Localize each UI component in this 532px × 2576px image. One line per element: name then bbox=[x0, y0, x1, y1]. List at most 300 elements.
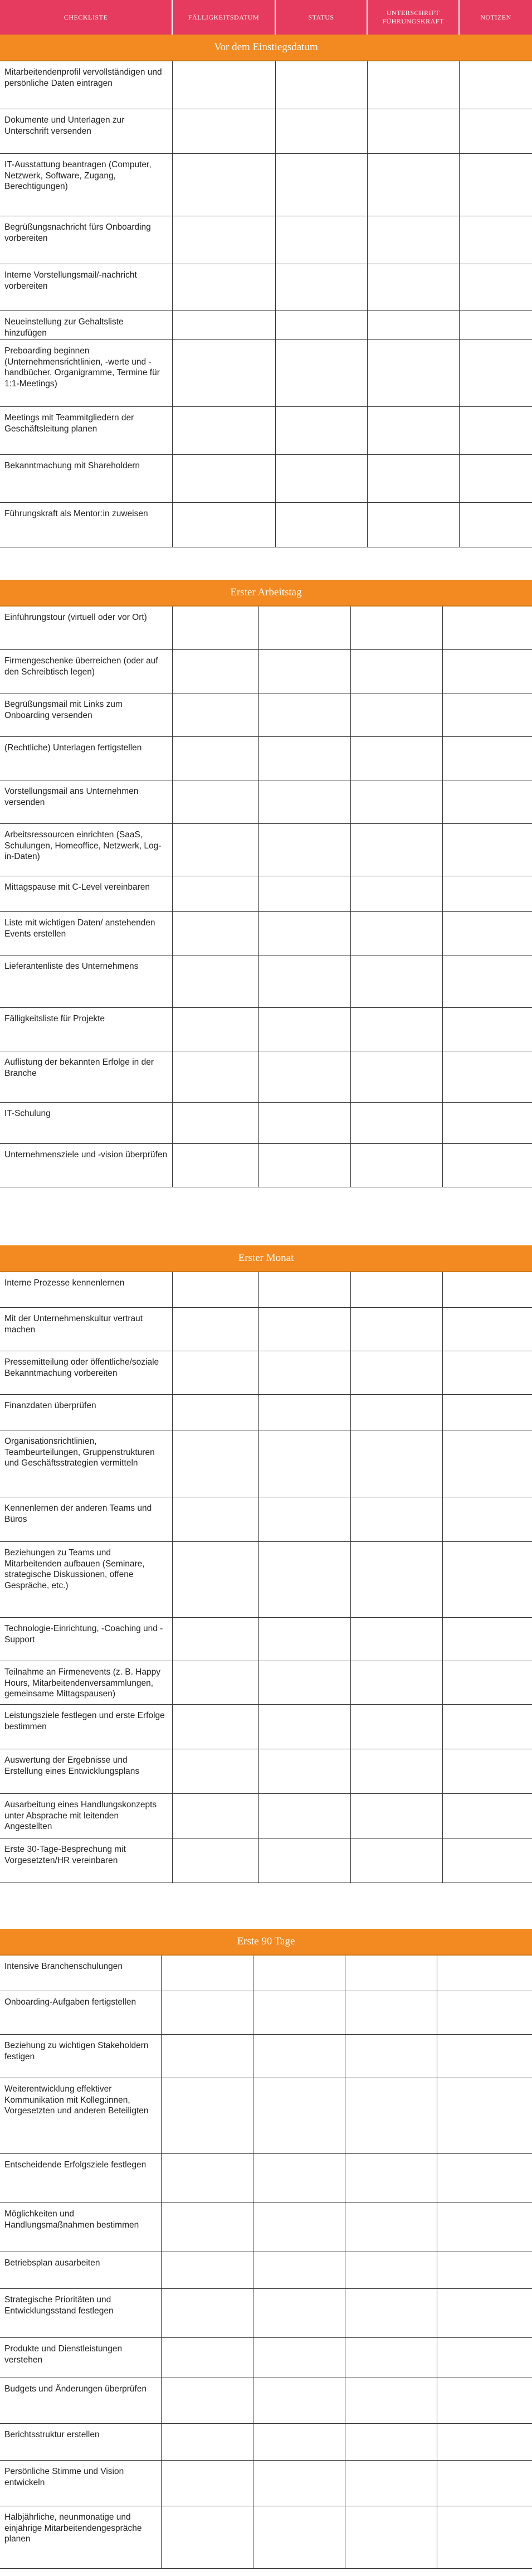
table-header bbox=[0, 0, 532, 35]
due-date-cell[interactable] bbox=[162, 1956, 253, 1991]
notes-cell[interactable] bbox=[437, 2378, 532, 2423]
status-cell[interactable] bbox=[253, 1991, 345, 2034]
signature-cell[interactable] bbox=[345, 2078, 437, 2153]
checklist-item: Dokumente und Unterlagen zur Unterschrift versenden bbox=[0, 109, 173, 153]
status-cell[interactable] bbox=[276, 340, 368, 406]
due-date-cell[interactable] bbox=[173, 737, 259, 780]
due-date-cell[interactable] bbox=[173, 955, 259, 1007]
table-row bbox=[0, 503, 532, 547]
signature-cell[interactable] bbox=[345, 2378, 437, 2423]
notes-cell[interactable] bbox=[443, 693, 532, 736]
notes-cell[interactable] bbox=[443, 1497, 532, 1541]
status-cell[interactable] bbox=[253, 2378, 345, 2423]
due-date-cell[interactable] bbox=[173, 1661, 259, 1704]
notes-cell[interactable] bbox=[443, 1838, 532, 1883]
checklist-item: Beziehung zu wichtigen Stakeholdern festigen bbox=[0, 2035, 162, 2078]
status-cell[interactable] bbox=[253, 1956, 345, 1991]
signature-cell[interactable] bbox=[351, 955, 443, 1007]
signature-cell[interactable] bbox=[351, 1144, 443, 1187]
table-row bbox=[0, 1956, 532, 1991]
notes-cell[interactable] bbox=[437, 2078, 532, 2153]
checklist-item: Führungskraft als Mentor:in zuweisen bbox=[0, 503, 173, 547]
signature-cell[interactable] bbox=[368, 61, 460, 109]
notes-cell[interactable] bbox=[443, 650, 532, 693]
table-row bbox=[0, 912, 532, 955]
checklist-item: Halbjährliche, neunmonatige und einjährige Mitarbeitendengespräche planen bbox=[0, 2506, 162, 2568]
due-date-cell[interactable] bbox=[173, 1103, 259, 1143]
signature-cell[interactable] bbox=[351, 607, 443, 649]
due-date-cell[interactable] bbox=[173, 1542, 259, 1617]
due-date-cell[interactable] bbox=[173, 61, 276, 109]
section-first-month bbox=[0, 1245, 532, 1883]
table-row bbox=[0, 455, 532, 503]
notes-cell[interactable] bbox=[437, 2035, 532, 2078]
signature-cell[interactable] bbox=[351, 824, 443, 876]
status-cell[interactable] bbox=[276, 61, 368, 109]
checklist-item: Erste 30-Tage-Besprechung mit Vorgesetzten/HR vereinbaren bbox=[0, 1838, 173, 1883]
signature-cell[interactable] bbox=[368, 340, 460, 406]
notes-cell[interactable] bbox=[443, 780, 532, 823]
signature-cell[interactable] bbox=[345, 2424, 437, 2460]
notes-cell[interactable] bbox=[437, 2424, 532, 2460]
signature-cell[interactable] bbox=[368, 311, 460, 339]
status-cell[interactable] bbox=[276, 407, 368, 454]
due-date-cell[interactable] bbox=[173, 109, 276, 153]
notes-cell[interactable] bbox=[443, 1351, 532, 1394]
checklist-item: Interne Vorstellungsmail/-nachricht vorbereiten bbox=[0, 264, 173, 311]
checklist-item: Persönliche Stimme und Vision entwickeln bbox=[0, 2461, 162, 2506]
signature-cell[interactable] bbox=[345, 2252, 437, 2288]
notes-cell[interactable] bbox=[460, 503, 532, 547]
checklist-item: Teilnahme an Firmenevents (z. B. Happy Hours, Mitarbeitendenversammlungen, gemeinsame Mittagspausen) bbox=[0, 1661, 173, 1704]
notes-cell[interactable] bbox=[437, 2252, 532, 2288]
signature-cell[interactable] bbox=[351, 1705, 443, 1749]
notes-cell[interactable] bbox=[443, 607, 532, 649]
status-cell[interactable] bbox=[253, 2252, 345, 2288]
due-date-cell[interactable] bbox=[162, 2154, 253, 2203]
checklist-item: IT-Ausstattung beantragen (Computer, Netzwerk, Software, Zugang, Berechtigungen) bbox=[0, 154, 173, 216]
notes-cell[interactable] bbox=[443, 1705, 532, 1749]
notes-cell[interactable] bbox=[437, 1991, 532, 2034]
due-date-cell[interactable] bbox=[173, 455, 276, 502]
due-date-cell[interactable] bbox=[162, 2338, 253, 2378]
notes-cell[interactable] bbox=[443, 737, 532, 780]
due-date-cell[interactable] bbox=[173, 1794, 259, 1838]
table-row bbox=[0, 1430, 532, 1497]
status-cell[interactable] bbox=[259, 1497, 351, 1541]
status-cell[interactable] bbox=[259, 1144, 351, 1187]
table-row bbox=[0, 407, 532, 455]
signature-cell[interactable] bbox=[351, 1051, 443, 1102]
checklist-item: Ausarbeitung eines Handlungskonzepts unter Absprache mit leitenden Angestellten bbox=[0, 1794, 173, 1838]
due-date-cell[interactable] bbox=[173, 876, 259, 911]
signature-cell[interactable] bbox=[351, 780, 443, 823]
checklist-item: Lieferantenliste des Unternehmens bbox=[0, 955, 173, 1007]
signature-cell[interactable] bbox=[351, 737, 443, 780]
checklist-item: Technologie-Einrichtung, -Coaching und -Support bbox=[0, 1618, 173, 1661]
table-row bbox=[0, 693, 532, 737]
notes-cell[interactable] bbox=[460, 311, 532, 339]
table-row bbox=[0, 1008, 532, 1051]
table-row bbox=[0, 109, 532, 154]
notes-cell[interactable] bbox=[443, 955, 532, 1007]
due-date-cell[interactable] bbox=[173, 1749, 259, 1793]
signature-cell[interactable] bbox=[345, 2338, 437, 2378]
table-row bbox=[0, 216, 532, 264]
section-title: Vor dem Einstiegsdatum bbox=[0, 35, 532, 61]
checklist-item: Leistungsziele festlegen und erste Erfolge bestimmen bbox=[0, 1705, 173, 1749]
due-date-cell[interactable] bbox=[173, 1430, 259, 1497]
signature-cell[interactable] bbox=[345, 2461, 437, 2506]
status-cell[interactable] bbox=[259, 1395, 351, 1430]
status-cell[interactable] bbox=[276, 503, 368, 547]
due-date-cell[interactable] bbox=[162, 2424, 253, 2460]
notes-cell[interactable] bbox=[443, 1749, 532, 1793]
checklist-item: Liste mit wichtigen Daten/ anstehenden Events erstellen bbox=[0, 912, 173, 955]
section-before-start-date bbox=[0, 35, 532, 547]
status-cell[interactable] bbox=[276, 154, 368, 216]
table-row bbox=[0, 2378, 532, 2424]
due-date-cell[interactable] bbox=[162, 2378, 253, 2423]
checklist-item: Interne Prozesse kennenlernen bbox=[0, 1272, 173, 1307]
notes-cell[interactable] bbox=[437, 2506, 532, 2568]
due-date-cell[interactable] bbox=[173, 1838, 259, 1883]
notes-cell[interactable] bbox=[460, 407, 532, 454]
checklist-item: Begrüßungsmail mit Links zum Onboarding versenden bbox=[0, 693, 173, 736]
notes-cell[interactable] bbox=[460, 455, 532, 502]
checklist-item: Intensive Branchenschulungen bbox=[0, 1956, 162, 1991]
table-row bbox=[0, 1542, 532, 1618]
status-cell[interactable] bbox=[253, 2338, 345, 2378]
signature-cell[interactable] bbox=[351, 1794, 443, 1838]
table-row bbox=[0, 955, 532, 1008]
status-cell[interactable] bbox=[253, 2154, 345, 2203]
notes-cell[interactable] bbox=[443, 824, 532, 876]
notes-cell[interactable] bbox=[443, 1395, 532, 1430]
notes-cell[interactable] bbox=[460, 340, 532, 406]
table-row bbox=[0, 2154, 532, 2203]
checklist-item: Neueinstellung zur Gehaltsliste hinzufügen bbox=[0, 311, 173, 339]
signature-cell[interactable] bbox=[351, 912, 443, 955]
signature-cell[interactable] bbox=[351, 1749, 443, 1793]
due-date-cell[interactable] bbox=[173, 1497, 259, 1541]
status-cell[interactable] bbox=[259, 1308, 351, 1351]
status-cell[interactable] bbox=[259, 1542, 351, 1617]
due-date-cell[interactable] bbox=[173, 264, 276, 311]
table-row bbox=[0, 1661, 532, 1705]
status-cell[interactable] bbox=[253, 2461, 345, 2506]
status-cell[interactable] bbox=[253, 2203, 345, 2252]
notes-cell[interactable] bbox=[443, 1618, 532, 1661]
table-row bbox=[0, 264, 532, 311]
status-cell[interactable] bbox=[276, 311, 368, 339]
due-date-cell[interactable] bbox=[173, 1144, 259, 1187]
notes-cell[interactable] bbox=[460, 154, 532, 216]
status-cell[interactable] bbox=[259, 824, 351, 876]
due-date-cell[interactable] bbox=[173, 1705, 259, 1749]
table-row bbox=[0, 340, 532, 407]
column-header-notes: NOTIZEN bbox=[480, 13, 511, 21]
status-cell[interactable] bbox=[259, 912, 351, 955]
checklist-item: Organisationsrichtlinien, Teambeurteilungen, Gruppenstrukturen und Geschäftsstrategien vermitteln bbox=[0, 1430, 173, 1497]
table-row bbox=[0, 2203, 532, 2252]
due-date-cell[interactable] bbox=[162, 2289, 253, 2337]
signature-cell[interactable] bbox=[351, 1351, 443, 1394]
due-date-cell[interactable] bbox=[173, 154, 276, 216]
status-cell[interactable] bbox=[259, 693, 351, 736]
signature-cell[interactable] bbox=[368, 154, 460, 216]
table-row bbox=[0, 2035, 532, 2078]
status-cell[interactable] bbox=[276, 455, 368, 502]
status-cell[interactable] bbox=[259, 1272, 351, 1307]
table-row bbox=[0, 824, 532, 876]
due-date-cell[interactable] bbox=[173, 824, 259, 876]
due-date-cell[interactable] bbox=[173, 340, 276, 406]
signature-cell[interactable] bbox=[351, 1542, 443, 1617]
table-row bbox=[0, 2461, 532, 2506]
notes-cell[interactable] bbox=[437, 2289, 532, 2337]
due-date-cell[interactable] bbox=[162, 1991, 253, 2034]
status-cell[interactable] bbox=[259, 650, 351, 693]
checklist-item: Meetings mit Teammitgliedern der Geschäftsleitung planen bbox=[0, 407, 173, 454]
status-cell[interactable] bbox=[259, 737, 351, 780]
section-first-90-days bbox=[0, 1929, 532, 2569]
status-cell[interactable] bbox=[253, 2506, 345, 2568]
table-row bbox=[0, 1395, 532, 1430]
table-row bbox=[0, 876, 532, 912]
checklist-item: Produkte und Dienstleistungen verstehen bbox=[0, 2338, 162, 2378]
checklist-item: Budgets und Änderungen überprüfen bbox=[0, 2378, 162, 2423]
due-date-cell[interactable] bbox=[173, 503, 276, 547]
table-row bbox=[0, 1103, 532, 1144]
checklist-item: Einführungstour (virtuell oder vor Ort) bbox=[0, 607, 173, 649]
column-header-due-date: FÄLLIGKEITSDATUM bbox=[173, 0, 276, 35]
signature-cell[interactable] bbox=[351, 1838, 443, 1883]
due-date-cell[interactable] bbox=[162, 2461, 253, 2506]
table-row bbox=[0, 2424, 532, 2461]
status-cell[interactable] bbox=[259, 1661, 351, 1704]
checklist-item: Betriebsplan ausarbeiten bbox=[0, 2252, 162, 2288]
status-cell[interactable] bbox=[259, 607, 351, 649]
table-row bbox=[0, 1051, 532, 1103]
due-date-cell[interactable] bbox=[173, 780, 259, 823]
table-row bbox=[0, 607, 532, 650]
due-date-cell[interactable] bbox=[173, 693, 259, 736]
due-date-cell[interactable] bbox=[173, 650, 259, 693]
section-title: Erste 90 Tage bbox=[0, 1929, 532, 1956]
notes-cell[interactable] bbox=[443, 1542, 532, 1617]
checklist-item: Onboarding-Aufgaben fertigstellen bbox=[0, 1991, 162, 2034]
checklist-item: Berichtsstruktur erstellen bbox=[0, 2424, 162, 2460]
notes-cell[interactable] bbox=[460, 264, 532, 311]
notes-cell[interactable] bbox=[443, 912, 532, 955]
checklist-item: Firmengeschenke überreichen (oder auf den Schreibtisch legen) bbox=[0, 650, 173, 693]
status-cell[interactable] bbox=[259, 1051, 351, 1102]
due-date-cell[interactable] bbox=[173, 912, 259, 955]
notes-cell[interactable] bbox=[437, 1956, 532, 1991]
signature-cell[interactable] bbox=[351, 1430, 443, 1497]
signature-cell[interactable] bbox=[351, 693, 443, 736]
signature-cell[interactable] bbox=[368, 503, 460, 547]
table-row bbox=[0, 1618, 532, 1661]
signature-cell[interactable] bbox=[351, 1618, 443, 1661]
signature-cell[interactable] bbox=[345, 2035, 437, 2078]
table-row bbox=[0, 1991, 532, 2035]
table-row bbox=[0, 2252, 532, 2289]
table-row bbox=[0, 780, 532, 824]
signature-cell[interactable] bbox=[368, 109, 460, 153]
signature-cell[interactable] bbox=[345, 2506, 437, 2568]
status-cell[interactable] bbox=[259, 1705, 351, 1749]
checklist-item: Beziehungen zu Teams und Mitarbeitenden aufbauen (Seminare, strategische Diskussionen, offene Gespräche, etc.) bbox=[0, 1542, 173, 1617]
signature-cell[interactable] bbox=[351, 1395, 443, 1430]
checklist-item: Fälligkeitsliste für Projekte bbox=[0, 1008, 173, 1051]
checklist-item: Mitarbeitendenprofil vervollständigen und persönliche Daten eintragen bbox=[0, 61, 173, 109]
column-header-checklist: CHECKLISTE bbox=[0, 0, 173, 35]
section-title: Erster Arbeitstag bbox=[0, 580, 532, 607]
status-cell[interactable] bbox=[259, 1794, 351, 1838]
signature-cell[interactable] bbox=[345, 1991, 437, 2034]
due-date-cell[interactable] bbox=[162, 2035, 253, 2078]
status-cell[interactable] bbox=[253, 2078, 345, 2153]
table-row bbox=[0, 311, 532, 340]
due-date-cell[interactable] bbox=[173, 1308, 259, 1351]
signature-cell[interactable] bbox=[351, 1103, 443, 1143]
checklist-item: Entscheidende Erfolgsziele festlegen bbox=[0, 2154, 162, 2203]
section-title: Erster Monat bbox=[0, 1245, 532, 1272]
signature-cell[interactable] bbox=[351, 876, 443, 911]
checklist-item: Finanzdaten überprüfen bbox=[0, 1395, 173, 1430]
signature-cell[interactable] bbox=[368, 455, 460, 502]
checklist-item: (Rechtliche) Unterlagen fertigstellen bbox=[0, 737, 173, 780]
signature-cell[interactable] bbox=[351, 1497, 443, 1541]
status-cell[interactable] bbox=[259, 780, 351, 823]
notes-cell[interactable] bbox=[443, 1430, 532, 1497]
status-cell[interactable] bbox=[259, 1103, 351, 1143]
checklist-item: Möglichkeiten und Handlungsmaßnahmen bestimmen bbox=[0, 2203, 162, 2252]
checklist-item: Strategische Prioritäten und Entwicklungsstand festlegen bbox=[0, 2289, 162, 2337]
status-cell[interactable] bbox=[259, 1008, 351, 1051]
status-cell[interactable] bbox=[276, 264, 368, 311]
notes-cell[interactable] bbox=[443, 1272, 532, 1307]
status-cell[interactable] bbox=[276, 216, 368, 264]
due-date-cell[interactable] bbox=[173, 1008, 259, 1051]
status-cell[interactable] bbox=[253, 2289, 345, 2337]
checklist-item: Preboarding beginnen (Unternehmensrichtlinien, -werte und -handbücher, Organigramme, Termine für 1:1-Meetings) bbox=[0, 340, 173, 406]
notes-cell[interactable] bbox=[437, 2154, 532, 2203]
due-date-cell[interactable] bbox=[173, 1618, 259, 1661]
notes-cell[interactable] bbox=[443, 1308, 532, 1351]
notes-cell[interactable] bbox=[443, 1661, 532, 1704]
signature-cell[interactable] bbox=[345, 1956, 437, 1991]
due-date-cell[interactable] bbox=[173, 216, 276, 264]
due-date-cell[interactable] bbox=[162, 2203, 253, 2252]
due-date-cell[interactable] bbox=[162, 2078, 253, 2153]
checklist-item: Auflistung der bekannten Erfolge in der Branche bbox=[0, 1051, 173, 1102]
checklist-item: Auswertung der Ergebnisse und Erstellung eines Entwicklungsplans bbox=[0, 1749, 173, 1793]
notes-cell[interactable] bbox=[443, 876, 532, 911]
status-cell[interactable] bbox=[253, 2035, 345, 2078]
table-row bbox=[0, 1308, 532, 1351]
due-date-cell[interactable] bbox=[173, 1051, 259, 1102]
column-header-manager-signature: UNTERSCHRIFT FÜHRUNGSKRAFT bbox=[368, 0, 460, 35]
status-cell[interactable] bbox=[276, 109, 368, 153]
notes-cell[interactable] bbox=[460, 109, 532, 153]
status-cell[interactable] bbox=[259, 955, 351, 1007]
notes-cell[interactable] bbox=[443, 1051, 532, 1102]
due-date-cell[interactable] bbox=[162, 2506, 253, 2568]
notes-cell[interactable] bbox=[460, 216, 532, 264]
checklist-item: Pressemitteilung oder öffentliche/soziale Bekanntmachung vorbereiten bbox=[0, 1351, 173, 1394]
signature-cell[interactable] bbox=[351, 1661, 443, 1704]
signature-cell[interactable] bbox=[351, 1272, 443, 1307]
checklist-item: Kennenlernen der anderen Teams und Büros bbox=[0, 1497, 173, 1541]
signature-cell[interactable] bbox=[368, 407, 460, 454]
signature-cell[interactable] bbox=[351, 1308, 443, 1351]
section-first-workday bbox=[0, 580, 532, 1187]
table-row bbox=[0, 1144, 532, 1187]
status-cell[interactable] bbox=[259, 1749, 351, 1793]
notes-cell[interactable] bbox=[437, 2338, 532, 2378]
table-row bbox=[0, 1272, 532, 1308]
signature-cell[interactable] bbox=[368, 264, 460, 311]
table-row bbox=[0, 2506, 532, 2569]
notes-cell[interactable] bbox=[443, 1144, 532, 1187]
checklist-item: Unternehmensziele und -vision überprüfen bbox=[0, 1144, 173, 1187]
notes-cell[interactable] bbox=[460, 61, 532, 109]
signature-cell[interactable] bbox=[345, 2154, 437, 2203]
signature-cell[interactable] bbox=[345, 2289, 437, 2337]
checklist-item: Mit der Unternehmenskultur vertraut machen bbox=[0, 1308, 173, 1351]
signature-cell[interactable] bbox=[351, 1008, 443, 1051]
notes-cell[interactable] bbox=[437, 2203, 532, 2252]
table-row bbox=[0, 1794, 532, 1838]
status-cell[interactable] bbox=[259, 1618, 351, 1661]
table-row bbox=[0, 2078, 532, 2154]
notes-cell[interactable] bbox=[443, 1794, 532, 1838]
notes-cell[interactable] bbox=[437, 2461, 532, 2506]
checklist-item: Mittagspause mit C-Level vereinbaren bbox=[0, 876, 173, 911]
table-row bbox=[0, 1351, 532, 1395]
due-date-cell[interactable] bbox=[162, 2252, 253, 2288]
table-row bbox=[0, 2289, 532, 2338]
status-cell[interactable] bbox=[259, 1351, 351, 1394]
notes-cell[interactable] bbox=[443, 1103, 532, 1143]
status-cell[interactable] bbox=[259, 1430, 351, 1497]
checklist-item: IT-Schulung bbox=[0, 1103, 173, 1143]
table-row bbox=[0, 650, 532, 693]
status-cell[interactable] bbox=[259, 876, 351, 911]
status-cell[interactable] bbox=[253, 2424, 345, 2460]
signature-cell[interactable] bbox=[345, 2203, 437, 2252]
table-row bbox=[0, 1749, 532, 1794]
due-date-cell[interactable] bbox=[173, 407, 276, 454]
status-cell[interactable] bbox=[259, 1838, 351, 1883]
due-date-cell[interactable] bbox=[173, 607, 259, 649]
checklist-item: Weiterentwicklung effektiver Kommunikation mit Kolleg:innen, Vorgesetzten und anderen Beteiligten bbox=[0, 2078, 162, 2153]
table-row bbox=[0, 1838, 532, 1883]
due-date-cell[interactable] bbox=[173, 1272, 259, 1307]
table-row bbox=[0, 1497, 532, 1542]
signature-cell[interactable] bbox=[351, 650, 443, 693]
signature-cell[interactable] bbox=[368, 216, 460, 264]
due-date-cell[interactable] bbox=[173, 311, 276, 339]
checklist-item: Begrüßungsnachricht fürs Onboarding vorbereiten bbox=[0, 216, 173, 264]
column-header-status: STATUS bbox=[276, 0, 368, 35]
due-date-cell[interactable] bbox=[173, 1351, 259, 1394]
notes-cell[interactable] bbox=[443, 1008, 532, 1051]
due-date-cell[interactable] bbox=[173, 1395, 259, 1430]
